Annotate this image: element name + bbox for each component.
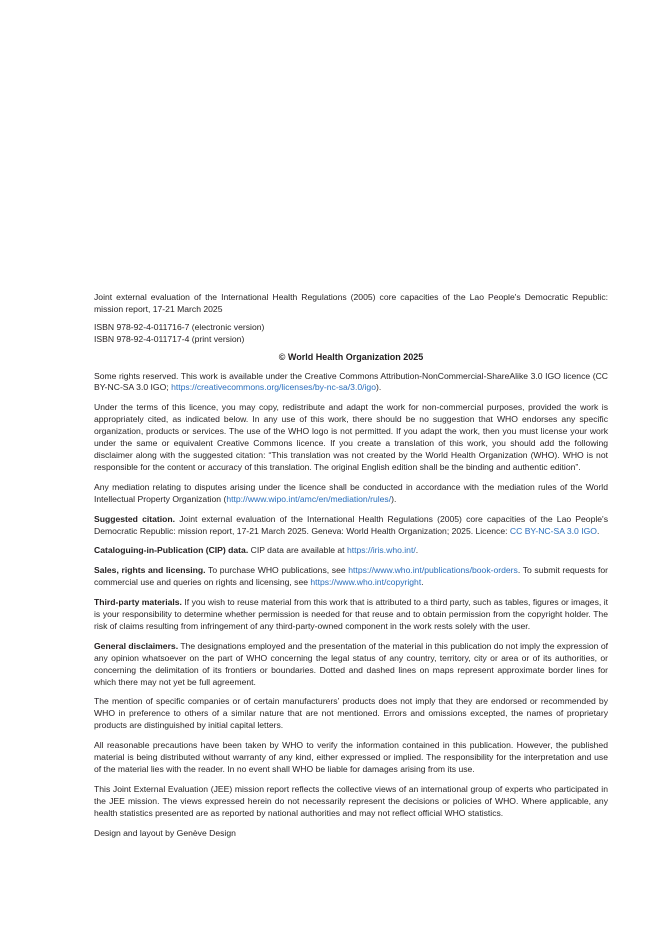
mediation-end: ).	[391, 493, 397, 504]
sales-text-2: . To submit requests for commercial use and queries on rights and licensing, see	[94, 565, 608, 588]
jee-paragraph: This Joint External Evaluation (JEE) mission report reflects the collective views of an international group of experts who participated in the JEE mission. The views expressed herein do not necessarily represent the decisions or policies of WHO. Where applicable, any health statistics presented are as reported by national authorities and may not reflect official WHO statistics.	[94, 783, 608, 818]
third-party-text: If you wish to reuse material from this work that is attributed to a third party, such as tables, figures or images, it is your responsibility to determine whether permission is needed for that reuse and to obtain permission from the copyright holder. The risk of claims resulting from infringement of any third-party-owned component in the work rests solely with the user.	[94, 597, 608, 631]
licence-paragraph	[94, 371, 608, 395]
licence-link[interactable]: https://creativecommons.org/licenses/by-nc-sa/3.0/igo	[171, 382, 376, 393]
copyright-link[interactable]: https://www.who.int/copyright	[310, 577, 422, 588]
copyright-line: © World Health Organization 2025	[278, 351, 424, 362]
sales-label: Sales, rights and licensing.	[94, 565, 206, 576]
terms-paragraph: Under the terms of this licence, you may copy, redistribute and adapt the work for non-commercial purposes, provided the work is appropriately cited, as indicated below. In any use of this work, there should be no suggestion that WHO endorses any specific organization, products or services. The use of the WHO logo is not permitted. If you adapt the work, then you must license your work under the same or equivalent Creative Commons licence. If you create a translation of this work, you should add the following disclaimer along with the suggested citation: “This translation was not created by the World Health Organization (WHO). WHO is not responsible for the content or accuracy of this translation. The original English edition shall be the binding and authentic edition”.	[94, 402, 608, 472]
licence-end: ).	[375, 382, 382, 393]
sales-text-1: To purchase WHO publications, see	[205, 565, 349, 576]
citation-end: .	[596, 525, 600, 536]
general-disclaimers-label: General disclaimers.	[94, 640, 179, 651]
general-disclaimers-text: The designations employed and the presentation of the material in this publication do not imply the expression of any opinion whatsoever on the part of WHO concerning the legal status of any country, territory, city or area or of its authorities, or concerning the delimitation of its frontiers or boundaries. Dotted and dashed lines on maps represent approximate border lines for which there may not yet be full agreement.	[94, 640, 609, 687]
cip-paragraph	[94, 545, 608, 557]
sales-end: .	[421, 577, 424, 588]
iris-link[interactable]: https://iris.who.int/	[346, 545, 416, 556]
third-party-label: Third-party materials.	[94, 597, 182, 608]
third-party-paragraph	[94, 597, 608, 633]
book-orders-link[interactable]: https://www.who.int/publications/book-orders	[348, 565, 518, 576]
licence-short-link[interactable]: CC BY-NC-SA 3.0 IGO	[509, 525, 597, 536]
mediation-text: Any mediation relating to disputes arising under the licence shall be conducted in accordance with the mediation rules of the World Intellectual Property Organization (	[94, 481, 608, 504]
cip-label: Cataloguing-in-Publication (CIP) data.	[94, 545, 249, 556]
copyright-page	[94, 292, 608, 848]
cip-end: .	[415, 545, 419, 556]
licence-text: Some rights reserved. This work is available under the Creative Commons Attribution-NonCommercial-ShareAlike 3.0 IGO licence (CC BY-NC-SA 3.0 IGO;	[94, 370, 608, 393]
mediation-paragraph	[94, 482, 608, 506]
sales-paragraph	[94, 565, 608, 589]
precautions-paragraph: All reasonable precautions have been taken by WHO to verify the information contained in this publication. However, the published material is being distributed without warranty of any kind, either expressed or implied. The responsibility for the interpretation and use of the material lies with the reader. In no event shall WHO be liable for damages arising from its use.	[94, 740, 608, 774]
cip-text: CIP data are available at	[248, 545, 347, 556]
wipo-link[interactable]: http://www.wipo.int/amc/en/mediation/rules/	[226, 493, 392, 504]
publication-title: Joint external evaluation of the International Health Regulations (2005) core capacities of the Lao People's Democratic Republic: mission report, 17-21 March 2025	[94, 292, 608, 314]
citation-text: Joint external evaluation of the International Health Regulations (2005) core capacities of the Lao People's Democratic Republic: mission report, 17-21 March 2025. Geneva: World Health Organization; 2025. Licence:	[94, 513, 608, 536]
isbn-print: ISBN 978-92-4-011717-4 (print version)	[94, 333, 245, 344]
citation-paragraph	[94, 514, 608, 538]
isbn-electronic: ISBN 978-92-4-011716-7 (electronic version)	[94, 321, 265, 332]
mention-paragraph: The mention of specific companies or of certain manufacturers’ products does not imply that they are endorsed or recommended by WHO in preference to others of a similar nature that are not mentioned. Errors and omissions excepted, the names of proprietary products are distinguished by initial capital letters.	[94, 696, 608, 731]
general-disclaimers-paragraph	[94, 641, 608, 689]
citation-label: Suggested citation.	[94, 513, 176, 524]
design-credit: Design and layout by Genève Design	[94, 827, 236, 838]
